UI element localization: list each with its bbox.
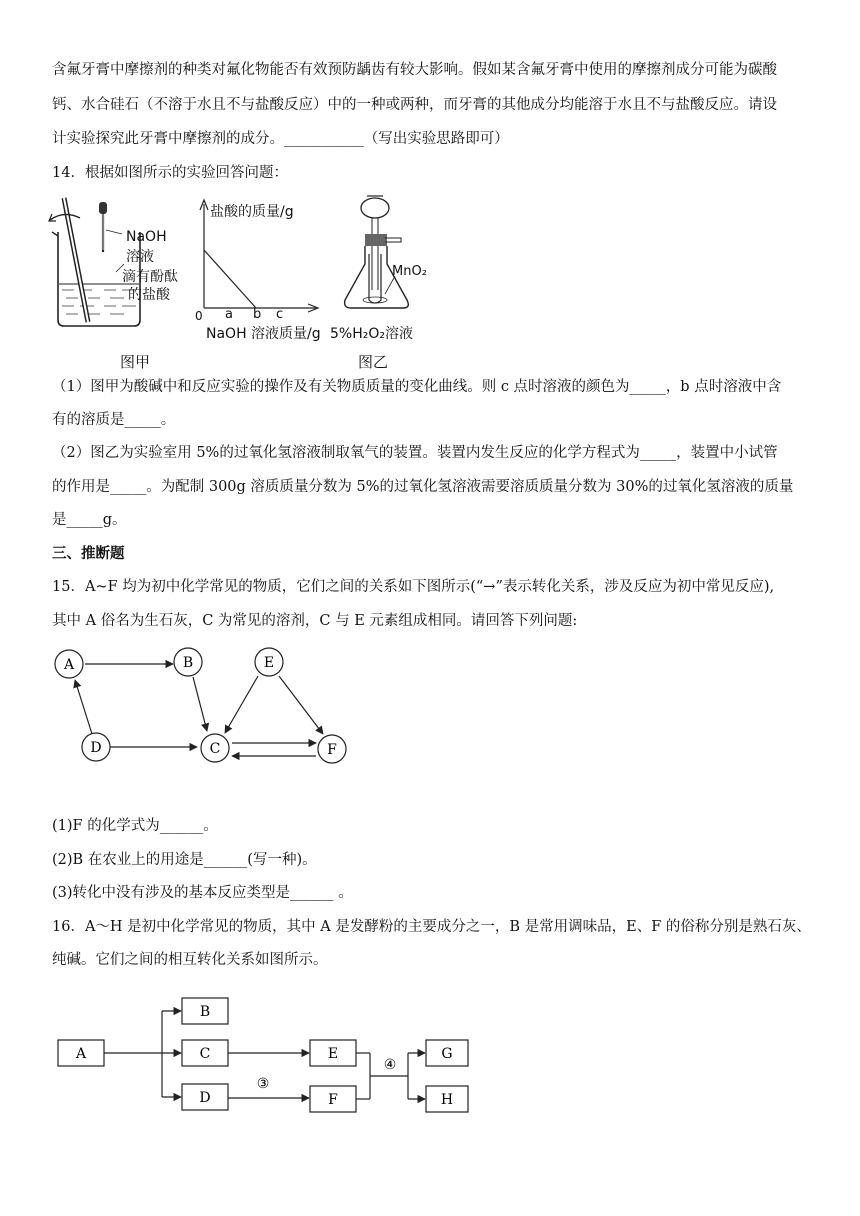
q15-question-1: (1)F 的化学式为______。 [52, 818, 218, 834]
box-h-label: H [440, 1092, 454, 1108]
node-e-label: E [263, 655, 275, 671]
graph-origin: 0 [195, 309, 203, 323]
q13-text-line-3: 计实验探究此牙膏中摩擦剂的成分。___________（写出实验思路即可） [52, 131, 509, 147]
box-e-label: E [327, 1046, 339, 1062]
q13-text-line-2: 钙、水合硅石（不溶于水且不与盐酸反应）中的一种或两种，而牙膏的其他成分均能溶于水且不与盐酸反应。请设 [52, 97, 777, 113]
arrow-e-c [225, 676, 258, 733]
q15-question-2: (2)B 在农业上的用途是______(写一种)。 [52, 852, 317, 868]
dropper-bulb [99, 202, 107, 214]
q15-stem-1: 15．A~F 均为初中化学常见的物质，它们之间的关系如下图所示(“→”表示转化关系，涉及反应为初中常见反应), [52, 579, 775, 595]
arrow-e-f [279, 676, 323, 734]
acid-label-2: 的盐酸 [128, 287, 170, 303]
q16-stem-1: 16．A～H 是初中化学常见的物质，其中 A 是发酵粉的主要成分之一，B 是常用调味品，E、F 的俗称分别是熟石灰、 [52, 919, 811, 935]
graph-ylabel: 盐酸的质量/g [210, 204, 294, 220]
small-test-tube [369, 254, 381, 303]
q14-p2-line-1: （2）图乙为实验室用 5%的过氧化氢溶液制取氧气的装置。装置内发生反应的化学方程式为_____，装置中小试管 [52, 445, 778, 461]
graph-xlabel: NaOH 溶液质量/g [206, 326, 321, 342]
q14-stem: 14．根据如图所示的实验回答问题： [52, 165, 288, 181]
q15-diagram [40, 640, 370, 780]
q15-stem-2: 其中 A 俗名为生石灰，C 为常见的溶剂，C 与 E 元素组成相同。请回答下列问题: [52, 613, 578, 629]
box-g-label: G [441, 1046, 453, 1062]
mno2-label: MnO₂ [392, 264, 427, 279]
funnel-bulb [361, 198, 389, 218]
section-title: 三、推断题 [52, 545, 125, 562]
box-b-label: B [199, 1004, 211, 1020]
q15-question-3: (3)转化中没有涉及的基本反应类型是______ 。 [52, 885, 353, 901]
q14-p2-line-3: 是_____g。 [52, 512, 127, 528]
q13-text-line-1: 含氟牙膏中摩擦剂的种类对氟化物能否有效预防龋齿有较大影响。假如某含氟牙膏中使用的摩擦剂成分可能为碳酸 [52, 62, 777, 78]
naoh-label-1: NaOH [126, 229, 167, 245]
h2o2-label: 5%H₂O₂溶液 [330, 326, 413, 342]
q14-p1-line-1: （1）图甲为酸碱中和反应实验的操作及有关物质质量的变化曲线。则 c 点时溶液的颜色为_____，b 点时溶液中含 [52, 379, 782, 395]
rubber-stopper [365, 234, 387, 246]
arrow-d-a [75, 680, 92, 734]
step-4-label: ④ [383, 1057, 397, 1073]
box-d-label: D [199, 1090, 211, 1106]
q16-flowchart [50, 988, 490, 1128]
delivery-tube [385, 238, 401, 242]
box-a-label: A [75, 1046, 87, 1062]
naoh-label-2: 溶液 [126, 249, 154, 265]
q14-p2-line-2: 的作用是_____。为配制 300g 溶质质量分数为 5%的过氧化氢溶液需要溶质质量分数为 30%的过氧化氢溶液的质量 [52, 479, 794, 495]
graph-tick-b: b [253, 307, 262, 322]
fig-jia-caption: 图甲 [120, 353, 151, 371]
beaker-lip [52, 232, 58, 236]
arrow-b-c [193, 677, 207, 731]
box-c-label: C [199, 1046, 211, 1062]
box-f-label: F [328, 1092, 338, 1108]
step-3-label: ③ [256, 1076, 270, 1092]
node-c-label: C [209, 741, 221, 757]
node-f-label: F [327, 742, 337, 758]
acid-mass-line [204, 250, 256, 308]
graph-tick-a: a [225, 307, 233, 322]
acid-label-1: 滴有酚酞 [122, 269, 178, 285]
node-b-label: B [182, 655, 194, 671]
fig-yi-caption: 图乙 [358, 353, 389, 371]
node-d-label: D [90, 740, 102, 756]
q14-p1-line-2: 有的溶质是_____。 [52, 412, 176, 428]
liquid-hatching [62, 290, 136, 314]
q16-stem-2: 纯碱。它们之间的相互转化关系如图所示。 [52, 952, 328, 968]
graph-tick-c: c [276, 307, 284, 322]
node-a-label: A [63, 657, 75, 673]
flask-apparatus [335, 190, 435, 330]
